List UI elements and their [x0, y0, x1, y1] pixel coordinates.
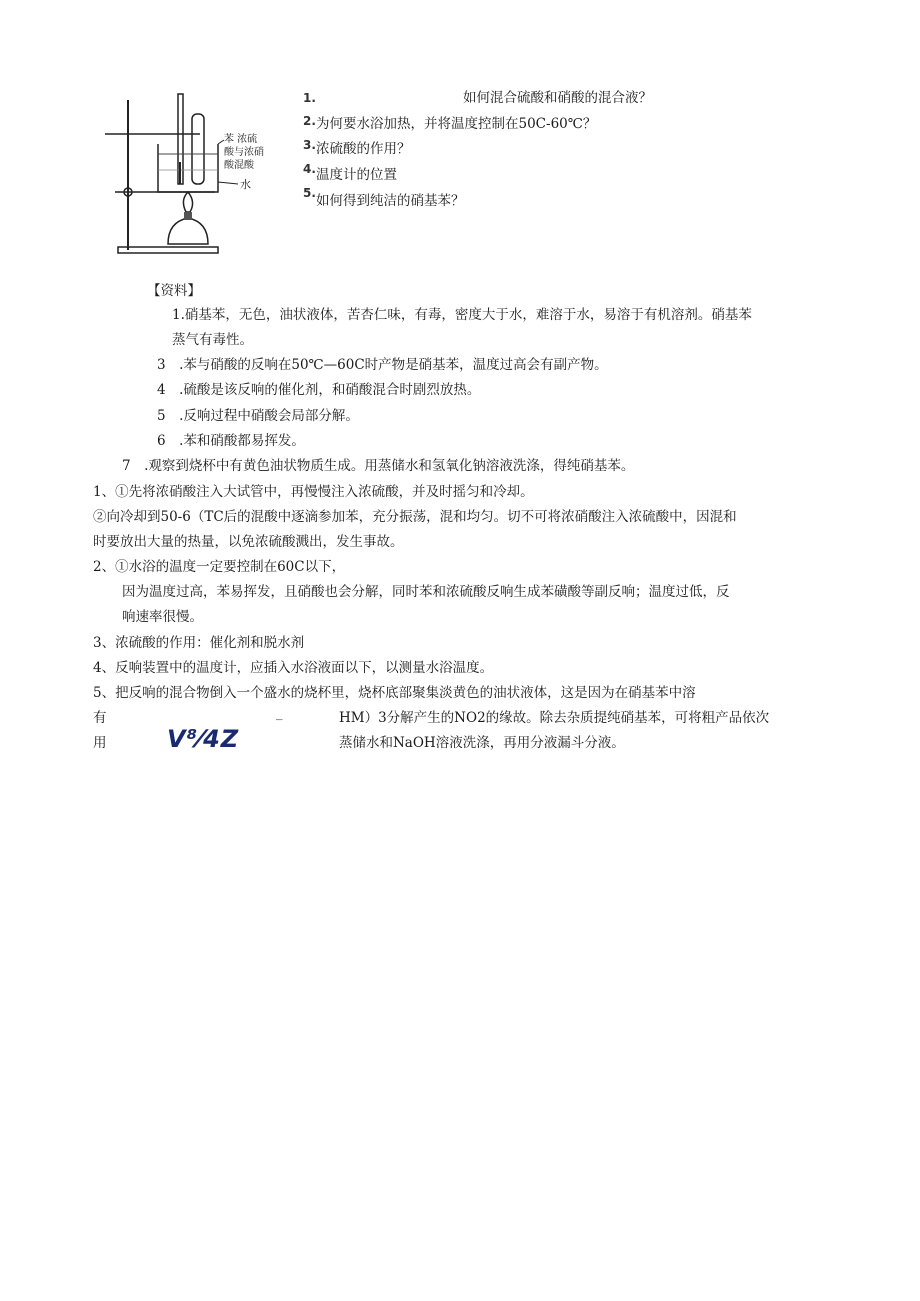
ziliao-item-5: 5 .反响过程中硝酸会局部分解。: [157, 408, 359, 424]
label-water: 水: [240, 178, 251, 191]
label-top: 苯 浓硫: [224, 134, 258, 145]
answer-1-line-2: ②向冷却到50-6（TC后的混酸中逐滴参加苯，充分振荡，混和均匀。切不可将浓硝酸注入浓硫酸中，因混和: [93, 509, 737, 525]
test-tube: [192, 114, 204, 184]
nitration-apparatus-diagram: [100, 92, 305, 262]
question-2-number: 2.: [303, 114, 316, 128]
question-4-text: 温度计的位置: [316, 167, 397, 183]
ziliao-heading: 【资料】: [147, 283, 201, 299]
ziliao-item-6: 6 .苯和硝酸都易挥发。: [157, 433, 305, 449]
stand-base: [118, 247, 218, 253]
answer-1-line-1: 1、①先将浓硝酸注入大试管中，再慢慢注入浓硫酸，并及时摇匀和冷却。: [93, 484, 534, 500]
answer-5-line-2: HM）3分解产生的NO2的缘故。除去杂质提纯硝基苯，可将粗产品依次: [339, 710, 770, 726]
ziliao-item-4: 4 .硫酸是该反响的催化剂，和硝酸混合时剧烈放热。: [157, 382, 481, 398]
question-5-number: 5.: [303, 186, 316, 200]
beaker: [158, 144, 218, 192]
handwritten-formula: V⁸⁄4Z: [167, 725, 240, 753]
ziliao-item-3: 3 .苯与硝酸的反响在50℃—60C时产物是硝基苯，温度过高会有副产物。: [157, 357, 608, 373]
answer-3: 3、浓硫酸的作用：催化剂和脱水剂: [93, 635, 305, 651]
question-2-text: 为何要水浴加热，并将温度控制在50C-60℃？: [316, 116, 597, 132]
answer-2-line-2: 因为温度过高，苯易挥发，且硝酸也会分解，同时苯和浓硫酸反响生成苯磺酸等副反响；温度过低，反: [122, 584, 730, 600]
question-3-number: 3.: [303, 138, 316, 152]
ziliao-item-7: 7 .观察到烧杯中有黄色油状物质生成。用蒸储水和氢氧化钠溶液洗涤，得纯硝基苯。: [122, 458, 635, 474]
answer-5-dash: _: [276, 706, 283, 721]
label-mid: 酸与浓硝: [224, 147, 264, 158]
question-1-number: 1.: [303, 91, 316, 105]
question-4-number: 4.: [303, 162, 316, 176]
ziliao-item-1-cont: 蒸气有毒性。: [172, 332, 253, 348]
question-1-text: 如何混合硫酸和硝酸的混合液？: [463, 90, 652, 106]
answer-5-yong: 用: [93, 735, 107, 751]
alcohol-lamp: [168, 218, 208, 244]
answer-1-line-3: 时要放出大量的热量，以免浓硫酸溅出，发生事故。: [93, 534, 404, 550]
question-3-text: 浓硫酸的作用？: [316, 141, 411, 157]
label-low: 酸混酸: [224, 160, 254, 171]
answer-5-you: 有: [93, 710, 107, 726]
answer-4: 4、反响装置中的温度计，应插入水浴液面以下，以测量水浴温度。: [93, 660, 494, 676]
answer-2-line-1: 2、①水浴的温度一定要控制在60C以下，: [93, 559, 346, 575]
burner-flame: [183, 192, 192, 212]
ziliao-item-1: 1.硝基苯，无色，油状液体，苦杏仁味，有毒，密度大于水，难溶于水，易溶于有机溶剂。硝基苯: [172, 307, 752, 323]
answer-5-line-1: 5、把反响的混合物倒入一个盛水的烧杯里，烧杯底部聚集淡黄色的油状液体，这是因为在硝基苯中溶: [93, 685, 696, 701]
answer-2-line-3: 响速率很慢。: [122, 609, 203, 625]
question-5-text: 如何得到纯洁的硝基苯？: [316, 193, 465, 209]
answer-5-line-3: 蒸储水和NaOH溶液洗涤，再用分液漏斗分液。: [339, 735, 625, 751]
